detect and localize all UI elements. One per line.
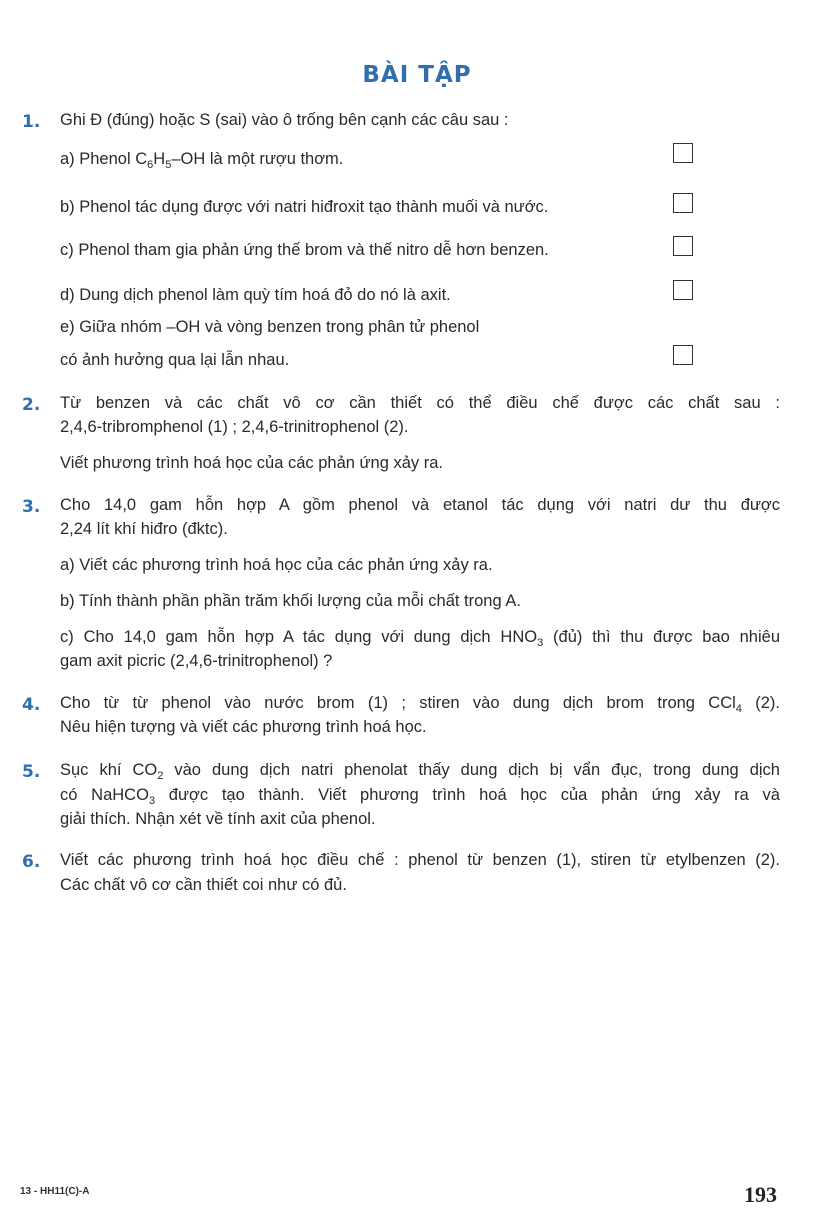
exercise-number-5: 5. [22, 762, 41, 782]
exercise-3-line2: 2,24 lít khí hiđro (đktc). [60, 520, 228, 538]
exercise-2-line1: Từ benzen và các chất vô cơ cần thiết có thể điều chế được các chất sau : [60, 394, 780, 412]
exercise-3-part-a: a) Viết các phương trình hoá học của các phản ứng xảy ra. [60, 556, 493, 574]
answer-checkbox-a[interactable] [673, 143, 693, 163]
exercise-6-line1: Viết các phương trình hoá học điều chế : phenol từ benzen (1), stiren từ etylbenzen (2). [60, 851, 780, 869]
answer-checkbox-b[interactable] [673, 193, 693, 213]
exercise-1-statement-c: c) Phenol tham gia phản ứng thế brom và thế nitro dễ hơn benzen. [60, 241, 549, 259]
exercise-1-statement-e-line2: có ảnh hưởng qua lại lẫn nhau. [60, 351, 290, 369]
exercise-5-line1: Sục khí $CO_2$ vào dung dịch natri phenolat thấy dung dịch bị vẩn đục, trong dung dịch [60, 761, 780, 782]
exercise-4-line2: Nêu hiện tượng và viết các phương trình hoá học. [60, 718, 427, 736]
exercise-6-line2: Các chất vô cơ cần thiết coi như có đủ. [60, 876, 347, 894]
exercise-3-part-c-line2: gam axit picric (2,4,6-trinitrophenol) ? [60, 652, 333, 670]
answer-checkbox-d[interactable] [673, 280, 693, 300]
exercise-3-part-c-line1: c) Cho 14,0 gam hỗn hợp A tác dụng với dung dịch $HNO_3$ (đủ) thì thu được bao nhiêu [60, 628, 781, 649]
footer-book-code: 13 - HH11(C)-A [20, 1186, 90, 1197]
answer-checkbox-e[interactable] [673, 345, 693, 365]
exercise-1-intro: Ghi Đ (đúng) hoặc S (sai) vào ô trống bên cạnh các câu sau : [60, 111, 509, 129]
answer-checkbox-c[interactable] [673, 236, 693, 256]
exercise-1-statement-a: a) Phenol $C_6H_5-OH$ là một rượu thơm. [60, 150, 344, 171]
exercise-3-part-b: b) Tính thành phần phần trăm khối lượng của mỗi chất trong A. [60, 592, 521, 610]
exercise-1-statement-e-line1: e) Giữa nhóm –OH và vòng benzen trong phân tử phenol [60, 318, 480, 336]
exercise-5-line2: có NaHCO$_3$ được tạo thành. Viết phương trình hoá học của phản ứng xảy ra và [60, 786, 780, 807]
exercise-3-line1: Cho 14,0 gam hỗn hợp A gồm phenol và etanol tác dụng với natri dư thu được [60, 496, 780, 514]
exercise-2-line2: 2,4,6-tribromphenol (1) ; 2,4,6-trinitrophenol (2). [60, 418, 409, 436]
exercise-4-line1: Cho từ từ phenol vào nước brom (1) ; stiren vào dung dịch brom trong CCl$_4$ (2). [60, 694, 780, 715]
exercise-number-6: 6. [22, 852, 41, 872]
exercise-number-2: 2. [22, 395, 41, 415]
page-title: BÀI TẬP [362, 62, 472, 88]
exercise-number-4: 4. [22, 695, 41, 715]
exercise-2-line3: Viết phương trình hoá học của các phản ứng xảy ra. [60, 454, 444, 472]
page-number: 193 [744, 1182, 777, 1207]
exercise-1-statement-b: b) Phenol tác dụng được với natri hiđroxit tạo thành muối và nước. [60, 198, 549, 216]
exercise-5-line3: giải thích. Nhận xét về tính axit của phenol. [60, 810, 376, 828]
exercise-1-statement-d: d) Dung dịch phenol làm quỳ tím hoá đỏ do nó là axit. [60, 286, 451, 304]
exercise-number-3: 3. [22, 497, 41, 517]
exercise-number-1: 1. [22, 112, 41, 132]
